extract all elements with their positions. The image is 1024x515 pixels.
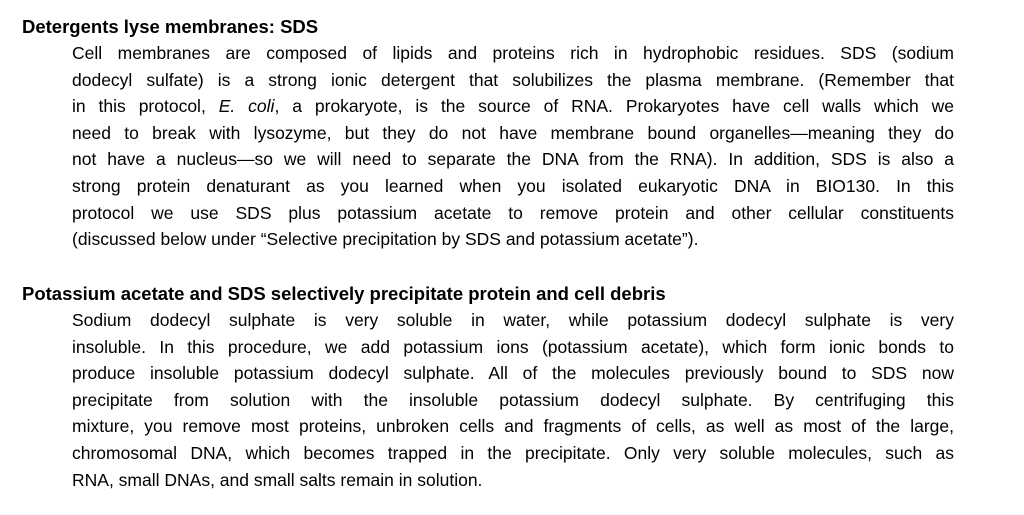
paragraph-line: mixture, you remove most proteins, unbroken cells and fragments of cells, as well as most of the large, — [72, 416, 954, 437]
paragraph-line: not have a nucleus—so we will need to separate the DNA from the RNA). In addition, SDS is also a — [72, 149, 954, 170]
paragraph-line: precipitate from solution with the insoluble potassium dodecyl sulphate. By centrifuging this — [72, 389, 954, 410]
section-heading: Potassium acetate and SDS selectively precipitate protein and cell debris — [22, 283, 666, 304]
paragraph-line: insoluble. In this procedure, we add potassium ions (potassium acetate), which form ionic bonds to — [72, 336, 954, 357]
paragraph-line: Cell membranes are composed of lipids and proteins rich in hydrophobic residues. SDS (sodium — [72, 43, 954, 63]
paragraph-line: protocol we use SDS plus potassium acetate to remove protein and other cellular constituents — [72, 202, 954, 223]
italic-species-name: E. coli — [218, 96, 275, 117]
line-text: in this protocol, — [72, 96, 219, 117]
section-heading: Detergents lyse membranes: SDS — [22, 16, 319, 37]
paragraph-line: produce insoluble potassium dodecyl sulphate. All of the molecules previously bound to SDS now — [72, 363, 954, 384]
section-body — [72, 40, 954, 253]
section-detergents — [0, 14, 1024, 253]
section-body — [72, 307, 954, 493]
paragraph-line — [72, 93, 954, 120]
section-potassium-acetate — [0, 281, 1024, 493]
line-text: , a prokaryote, is the source of RNA. Prokaryotes have cell walls which we — [274, 96, 955, 117]
paragraph-line: need to break with lysozyme, but they do not have membrane bound organelles—meaning they do — [72, 122, 954, 143]
paragraph-line: strong protein denaturant as you learned when you isolated eukaryotic DNA in BIO130. In this — [72, 175, 954, 196]
paragraph-line: dodecyl sulfate) is a strong ionic detergent that solubilizes the plasma membrane. (Remember that — [72, 69, 954, 90]
paragraph-line: chromosomal DNA, which becomes trapped in the precipitate. Only very soluble molecules, such as — [72, 442, 954, 463]
paragraph-line: RNA, small DNAs, and small salts remain in solution. — [72, 469, 483, 490]
paragraph-line: Sodium dodecyl sulphate is very soluble in water, while potassium dodecyl sulphate is very — [72, 310, 954, 330]
paragraph-line: (discussed below under “Selective precipitation by SDS and potassium acetate”). — [72, 229, 699, 250]
